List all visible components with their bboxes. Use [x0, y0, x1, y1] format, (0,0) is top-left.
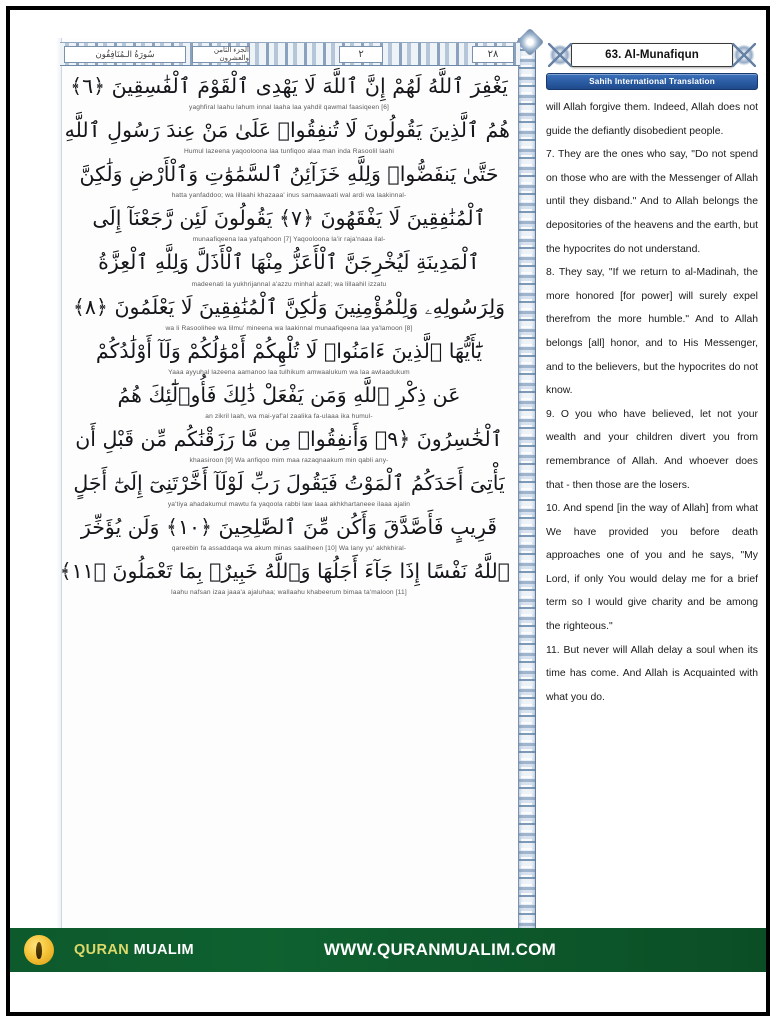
flourish-right-icon	[732, 43, 756, 67]
mushaf-page	[56, 38, 536, 943]
transliteration-line: hatta yanfaddoo; wa lillaahi khazaaa' inus samaawaati wal ardi wa laakinnal-	[171, 192, 407, 200]
transliteration-line: khaasiroon [9] Wa anfiqoo mim maa razaqnaakum min qabli any-	[189, 456, 389, 464]
transliteration-line: an zikril laah, wa mai-yaf'al zaalika fa-ulaaa ika humul-	[205, 412, 373, 420]
brand-name	[74, 942, 194, 958]
translation-paragraph: 11. But never will Allah delay a soul when its time has come. And Allah is Acquainted with what you do.	[546, 644, 758, 703]
translation-paragraph: 9. O you who have believed, let not your wealth and your children divert you from remembrance of Allah. And whoever does that - then those are the losers.	[546, 408, 758, 491]
mushaf-body	[59, 72, 512, 921]
translation-body	[546, 96, 758, 709]
page-frame	[6, 6, 770, 1016]
transliteration-line: laahu nafsan izaa jaaa'a ajaluhaa; wallaahu khabeerum bimaa ta'maloon [11]	[171, 589, 407, 597]
ayah-line: قَرِيبٍ فَأَصَّدَّقَ وَأَكُن مِّنَ ٱلصَّٰلِحِينَ ﴿١٠﴾ وَلَن يُؤَخِّرَ	[80, 515, 498, 540]
surah-title-text: 63. Al-Munafiqun	[571, 43, 733, 67]
translation-column	[546, 40, 758, 945]
brand-name-first: QURAN	[74, 942, 130, 958]
translation-paragraph: 8. They say, "If we return to al-Madinah, the more honored [for power] will surely expel therefrom the more humble." And to Allah belongs [all] honor, and to His Messenger, and to the believers, but the hypocrites do not know.	[546, 267, 758, 397]
flame-shape-icon	[36, 942, 42, 959]
transliteration-line: Yaaa ayyuhal lazeena aamanoo laa tulhikum amwaalukum wa laa awlaadukum	[168, 368, 410, 376]
translation-paragraph: will Allah forgive them. Indeed, Allah does not guide the defiantly disobedient people.	[546, 102, 758, 137]
ayah-line: يَأْتِىَ أَحَدَكُمُ ٱلْمَوْتُ فَيَقُولَ رَبِّ لَوْلَآ أَخَّرْتَنِىٓ إِلَىٰٓ أَجَلٍ	[73, 470, 505, 495]
ayah-line: يَٰٓأَيُّهَا ٱلَّذِينَ ءَامَنُوا۟ لَا تُلْهِكُمْ أَمْوَٰلُكُمْ وَلَآ أَوْلَٰدُكُمْ	[95, 338, 483, 363]
transliteration-line: Humul lazeena yaqooloona laa tunfiqoo alaa man inda Rasoolil laahi	[183, 148, 395, 156]
content-area	[10, 10, 766, 972]
surah-title-banner	[546, 40, 758, 70]
ornament-border-left	[56, 38, 62, 938]
translation-paragraph: 10. And spend [in the way of Allah] from what We have provided you before death approaches one of you and he says, "My Lord, if only You would delay me for a brief term so I would give charity and be among the righteous."	[546, 503, 758, 633]
transliteration-line: munaafiqeena laa yafqahoon [7] Yaqooloona la'ir raja'naaa ilal-	[192, 236, 386, 244]
ayah-line: ٱللَّهُ نَفْسًا إِذَا جَآءَ أَجَلُهَا وَٱللَّهُ خَبِيرٌۢ بِمَا تَعْمَلُونَ ﴿١١﴾	[59, 559, 510, 584]
transliteration-line: yaghfiral laahu lahum innal laaha laa yahdil qawmal faasiqeen [6]	[189, 104, 389, 112]
transliteration-line: wa li Rasoolihee wa lilmu' mineena wa laakinnal munaafiqeena laa ya'lamoon [8]	[165, 324, 413, 332]
translation-source-badge: Sahih International Translation	[546, 73, 758, 90]
ornament-border-right	[518, 38, 536, 938]
header-part-number: ٢٨	[472, 46, 514, 63]
ayah-line: يَغْفِرَ ٱللَّهُ لَهُمْ إِنَّ ٱللَّهَ لَا يَهْدِى ٱلْقَوْمَ ٱلْفَٰسِقِينَ ﴿٦﴾	[70, 74, 508, 98]
ayah-line: ٱلْمَدِينَةِ لَيُخْرِجَنَّ ٱلْأَعَزُّ مِنْهَا ٱلْأَذَلَّ وَلِلَّهِ ٱلْعِزَّةُ	[98, 250, 480, 275]
flourish-left-icon	[548, 43, 572, 67]
transliteration-line: madeenati la yukhrijannal a'azzu minhal azall; wa lillaahil izzatu	[191, 280, 387, 288]
ayah-line: هُمُ ٱلَّذِينَ يَقُولُونَ لَا تُنفِقُوا۟ عَلَىٰ مَنْ عِندَ رَسُولِ ٱللَّهِ	[64, 118, 510, 143]
translation-paragraph: 7. They are the ones who say, "Do not spend on those who are with the Messenger of Allah until they disband." And to Allah belongs the depositories of the heavens and the earth, but the hypocrites do not understand.	[546, 149, 758, 255]
header-surah-name: سُورَةُ الـمُنَافِقُون	[64, 46, 186, 63]
lamp-circle-icon	[24, 935, 54, 965]
footer-website-url: WWW.QURANMUALIM.COM	[323, 940, 557, 959]
mushaf-header	[60, 42, 520, 66]
ayah-line: ٱلْمُنَٰفِقِينَ لَا يَفْقَهُونَ ﴿٧﴾ يَقُولُونَ لَئِن رَّجَعْنَآ إِلَى	[92, 206, 486, 231]
ayah-line: عَن ذِكْرِ ٱللَّهِ وَمَن يَفْعَلْ ذَٰلِكَ فَأُو۟لَٰٓئِكَ هُمُ	[117, 382, 461, 407]
header-juz-label: الجزء الثامن والعشرون	[192, 46, 250, 63]
transliteration-line: ya'tiya ahadakumul mawtu fa yaqoola rabbi law laaa akhkhartaneee ilaaa ajalin	[167, 501, 411, 509]
brand-name-second: MUALIM	[129, 942, 194, 958]
transliteration-line: qareebin fa assaddaqa wa akum minas saaliheen [10] Wa lany yu' akhkhiral-	[171, 545, 407, 553]
header-page-number: ٢	[339, 46, 383, 63]
ayah-line: حَتَّىٰ يَنفَضُّوا۟ وَلِلَّهِ خَزَآئِنُ ٱلسَّمَٰوَٰتِ وَٱلْأَرْضِ وَلَٰكِنَّ	[79, 162, 499, 187]
footer-bar	[10, 928, 766, 972]
ayah-line: ٱلْخَٰسِرُونَ ﴿٩﴾ وَأَنفِقُوا۟ مِن مَّا رَزَقْنَٰكُم مِّن قَبْلِ أَن	[75, 426, 503, 451]
ayah-line: وَلِرَسُولِهِۦ وَلِلْمُؤْمِنِينَ وَلَٰكِنَّ ٱلْمُنَٰفِقِينَ لَا يَعْلَمُونَ ﴿٨﴾	[72, 294, 506, 319]
